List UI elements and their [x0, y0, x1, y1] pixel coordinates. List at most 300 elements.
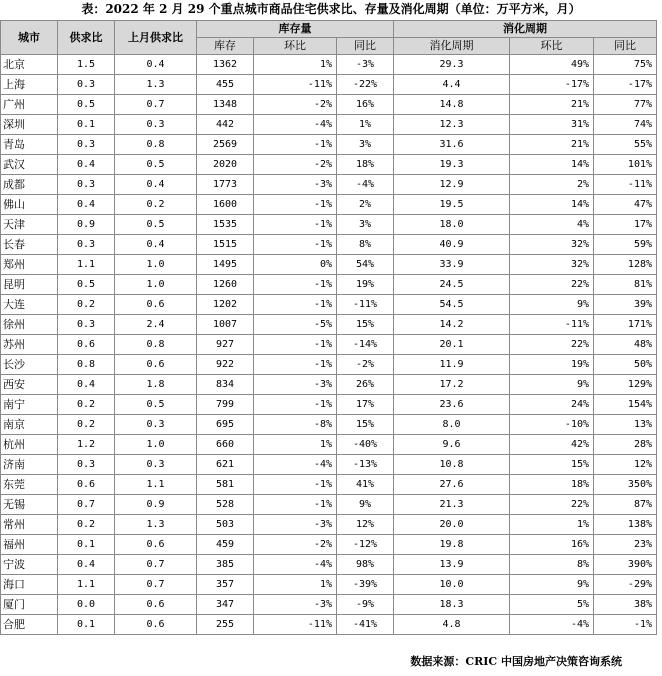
cell-city: 福州 — [1, 535, 58, 555]
table-row — [1, 75, 657, 95]
table-row — [1, 375, 657, 395]
cell-ratio: 0.5 — [58, 275, 115, 295]
header-stock-mom: 环比 — [254, 38, 337, 55]
header-cycle-group: 消化周期 — [394, 21, 657, 38]
cell-cycle-mom: 19% — [510, 355, 594, 375]
table-row — [1, 235, 657, 255]
cell-stock: 2569 — [197, 135, 254, 155]
cell-stock-mom: -1% — [254, 195, 337, 215]
cell-cycle-mom: 18% — [510, 475, 594, 495]
cell-stock-yoy: 9% — [337, 495, 394, 515]
cell-cycle: 17.2 — [394, 375, 510, 395]
cell-last-ratio: 0.8 — [115, 135, 197, 155]
cell-stock-mom: -5% — [254, 315, 337, 335]
cell-stock: 1515 — [197, 235, 254, 255]
cell-stock-yoy: 1% — [337, 115, 394, 135]
cell-cycle-yoy: 77% — [594, 95, 657, 115]
cell-city: 长沙 — [1, 355, 58, 375]
cell-stock-mom: -1% — [254, 495, 337, 515]
cell-city: 武汉 — [1, 155, 58, 175]
cell-ratio: 1.1 — [58, 255, 115, 275]
cell-city: 天津 — [1, 215, 58, 235]
cell-stock: 922 — [197, 355, 254, 375]
table-row — [1, 515, 657, 535]
cell-ratio: 0.4 — [58, 375, 115, 395]
cell-stock-mom: 0% — [254, 255, 337, 275]
cell-ratio: 0.4 — [58, 555, 115, 575]
cell-city: 济南 — [1, 455, 58, 475]
cell-cycle: 8.0 — [394, 415, 510, 435]
table-row — [1, 495, 657, 515]
cell-city: 青岛 — [1, 135, 58, 155]
cell-ratio: 0.6 — [58, 475, 115, 495]
table-row — [1, 115, 657, 135]
cell-stock: 347 — [197, 595, 254, 615]
cell-city: 东莞 — [1, 475, 58, 495]
cell-cycle: 40.9 — [394, 235, 510, 255]
table-row — [1, 535, 657, 555]
cell-city: 无锡 — [1, 495, 58, 515]
header-stock-yoy: 同比 — [337, 38, 394, 55]
cell-stock-mom: -2% — [254, 95, 337, 115]
source-note: 数据来源：CRIC 中国房地产决策咨询系统 — [410, 655, 622, 668]
cell-stock-mom: -4% — [254, 115, 337, 135]
cell-stock-mom: -1% — [254, 335, 337, 355]
cell-last-ratio: 0.3 — [115, 115, 197, 135]
cell-cycle-yoy: -1% — [594, 615, 657, 635]
cell-stock-mom: -11% — [254, 75, 337, 95]
cell-city: 南宁 — [1, 395, 58, 415]
cell-cycle: 20.1 — [394, 335, 510, 355]
cell-city: 深圳 — [1, 115, 58, 135]
cell-cycle: 4.8 — [394, 615, 510, 635]
cell-city: 大连 — [1, 295, 58, 315]
cell-stock-yoy: 15% — [337, 415, 394, 435]
cell-cycle-mom: 42% — [510, 435, 594, 455]
table-row — [1, 335, 657, 355]
cell-last-ratio: 0.4 — [115, 55, 197, 75]
cell-stock: 1007 — [197, 315, 254, 335]
cell-cycle-yoy: -29% — [594, 575, 657, 595]
cell-stock-mom: 1% — [254, 435, 337, 455]
cell-stock-yoy: -13% — [337, 455, 394, 475]
cell-ratio: 0.3 — [58, 235, 115, 255]
cell-stock: 1600 — [197, 195, 254, 215]
cell-cycle-yoy: 74% — [594, 115, 657, 135]
cell-stock-yoy: 2% — [337, 195, 394, 215]
cell-stock-yoy: -22% — [337, 75, 394, 95]
cell-ratio: 0.6 — [58, 335, 115, 355]
cell-city: 西安 — [1, 375, 58, 395]
cell-ratio: 1.5 — [58, 55, 115, 75]
cell-cycle-mom: 32% — [510, 255, 594, 275]
cell-stock-mom: 1% — [254, 575, 337, 595]
cell-last-ratio: 1.3 — [115, 515, 197, 535]
cell-ratio: 0.4 — [58, 195, 115, 215]
cell-cycle-mom: 32% — [510, 235, 594, 255]
cell-stock: 442 — [197, 115, 254, 135]
cell-city: 南京 — [1, 415, 58, 435]
cell-city: 海口 — [1, 575, 58, 595]
cell-stock-yoy: 15% — [337, 315, 394, 335]
cell-city: 厦门 — [1, 595, 58, 615]
cell-cycle: 23.6 — [394, 395, 510, 415]
cell-city: 常州 — [1, 515, 58, 535]
cell-stock-mom: -1% — [254, 355, 337, 375]
cell-stock: 528 — [197, 495, 254, 515]
cell-cycle-mom: 21% — [510, 95, 594, 115]
cell-stock-yoy: -14% — [337, 335, 394, 355]
cell-last-ratio: 2.4 — [115, 315, 197, 335]
cell-cycle-yoy: 23% — [594, 535, 657, 555]
header-cycle-mom: 环比 — [510, 38, 594, 55]
cell-cycle-yoy: 81% — [594, 275, 657, 295]
cell-stock-mom: -1% — [254, 235, 337, 255]
cell-cycle-mom: -10% — [510, 415, 594, 435]
cell-ratio: 0.5 — [58, 95, 115, 115]
cell-stock: 834 — [197, 375, 254, 395]
table-row — [1, 275, 657, 295]
cell-stock: 357 — [197, 575, 254, 595]
cell-stock-mom: -3% — [254, 515, 337, 535]
table-row — [1, 355, 657, 375]
cell-cycle: 19.5 — [394, 195, 510, 215]
cell-ratio: 0.8 — [58, 355, 115, 375]
cell-last-ratio: 0.5 — [115, 395, 197, 415]
cell-cycle-mom: 9% — [510, 295, 594, 315]
cell-cycle-mom: 9% — [510, 375, 594, 395]
table-title: 表：2022 年 2 月 29 个重点城市商品住宅供求比、存量及消化周期（单位：万平方米，月） — [81, 2, 581, 16]
cell-last-ratio: 1.3 — [115, 75, 197, 95]
cell-cycle-yoy: 129% — [594, 375, 657, 395]
cell-stock-mom: -4% — [254, 455, 337, 475]
cell-cycle: 12.9 — [394, 175, 510, 195]
cell-cycle: 20.0 — [394, 515, 510, 535]
cell-cycle-yoy: 17% — [594, 215, 657, 235]
cell-cycle: 12.3 — [394, 115, 510, 135]
cell-stock: 1495 — [197, 255, 254, 275]
cell-ratio: 0.9 — [58, 215, 115, 235]
cell-last-ratio: 1.1 — [115, 475, 197, 495]
cell-stock: 2020 — [197, 155, 254, 175]
cell-cycle: 21.3 — [394, 495, 510, 515]
cell-cycle-mom: 1% — [510, 515, 594, 535]
table-row — [1, 135, 657, 155]
cell-ratio: 0.3 — [58, 175, 115, 195]
cell-city: 北京 — [1, 55, 58, 75]
cell-stock: 1260 — [197, 275, 254, 295]
cell-cycle-yoy: 38% — [594, 595, 657, 615]
cell-cycle-mom: 21% — [510, 135, 594, 155]
cell-stock-yoy: -4% — [337, 175, 394, 195]
table-row — [1, 435, 657, 455]
cell-ratio: 1.1 — [58, 575, 115, 595]
cell-cycle-mom: 22% — [510, 275, 594, 295]
cell-cycle-yoy: 39% — [594, 295, 657, 315]
cell-cycle-yoy: 13% — [594, 415, 657, 435]
cell-last-ratio: 0.4 — [115, 175, 197, 195]
cell-stock-yoy: 18% — [337, 155, 394, 175]
cell-stock-yoy: -3% — [337, 55, 394, 75]
table-row — [1, 475, 657, 495]
cell-cycle: 31.6 — [394, 135, 510, 155]
cell-ratio: 0.2 — [58, 415, 115, 435]
cell-stock-mom: -2% — [254, 535, 337, 555]
cell-stock-yoy: 54% — [337, 255, 394, 275]
cell-cycle: 19.8 — [394, 535, 510, 555]
cell-ratio: 0.1 — [58, 535, 115, 555]
cell-cycle-mom: 16% — [510, 535, 594, 555]
cell-ratio: 0.1 — [58, 115, 115, 135]
cell-stock: 455 — [197, 75, 254, 95]
cell-city: 郑州 — [1, 255, 58, 275]
cell-cycle-mom: 22% — [510, 335, 594, 355]
cell-city: 成都 — [1, 175, 58, 195]
cell-stock: 1202 — [197, 295, 254, 315]
cell-cycle: 18.0 — [394, 215, 510, 235]
cell-cycle-yoy: -17% — [594, 75, 657, 95]
cell-cycle: 33.9 — [394, 255, 510, 275]
cell-ratio: 0.2 — [58, 395, 115, 415]
cell-last-ratio: 0.9 — [115, 495, 197, 515]
cell-stock-yoy: -40% — [337, 435, 394, 455]
cell-stock-yoy: 98% — [337, 555, 394, 575]
cell-cycle: 9.6 — [394, 435, 510, 455]
cell-cycle-yoy: 59% — [594, 235, 657, 255]
cell-stock-mom: -1% — [254, 475, 337, 495]
cell-last-ratio: 0.5 — [115, 215, 197, 235]
cell-cycle: 10.8 — [394, 455, 510, 475]
cell-stock-yoy: 3% — [337, 135, 394, 155]
cell-stock-yoy: 26% — [337, 375, 394, 395]
cell-last-ratio: 1.8 — [115, 375, 197, 395]
cell-stock-yoy: -2% — [337, 355, 394, 375]
cell-cycle-mom: 9% — [510, 575, 594, 595]
cell-last-ratio: 0.5 — [115, 155, 197, 175]
cell-last-ratio: 1.0 — [115, 435, 197, 455]
cell-cycle-mom: 31% — [510, 115, 594, 135]
cell-stock: 799 — [197, 395, 254, 415]
cell-stock-mom: -4% — [254, 555, 337, 575]
cell-cycle-mom: 15% — [510, 455, 594, 475]
cell-cycle-yoy: 75% — [594, 55, 657, 75]
cell-cycle: 10.0 — [394, 575, 510, 595]
cell-cycle-yoy: 138% — [594, 515, 657, 535]
cell-last-ratio: 0.2 — [115, 195, 197, 215]
cell-cycle-mom: 24% — [510, 395, 594, 415]
cell-cycle-mom: -4% — [510, 615, 594, 635]
cell-last-ratio: 0.7 — [115, 95, 197, 115]
table-row — [1, 155, 657, 175]
cell-cycle: 29.3 — [394, 55, 510, 75]
cell-cycle-yoy: 28% — [594, 435, 657, 455]
cell-stock-yoy: -41% — [337, 615, 394, 635]
cell-stock: 255 — [197, 615, 254, 635]
cell-stock-yoy: 3% — [337, 215, 394, 235]
cell-ratio: 1.2 — [58, 435, 115, 455]
cell-stock: 695 — [197, 415, 254, 435]
table-row — [1, 595, 657, 615]
cell-ratio: 0.3 — [58, 455, 115, 475]
cell-cycle: 54.5 — [394, 295, 510, 315]
cell-city: 佛山 — [1, 195, 58, 215]
header-stock-group: 库存量 — [197, 21, 394, 38]
cell-cycle-yoy: 50% — [594, 355, 657, 375]
cell-city: 合肥 — [1, 615, 58, 635]
header-city: 城市 — [1, 21, 58, 55]
cell-cycle-yoy: 48% — [594, 335, 657, 355]
cell-cycle-yoy: -11% — [594, 175, 657, 195]
header-last-ratio: 上月供求比 — [115, 21, 197, 55]
header-stock: 库存 — [197, 38, 254, 55]
cell-cycle-yoy: 55% — [594, 135, 657, 155]
cell-stock-yoy: 17% — [337, 395, 394, 415]
cell-last-ratio: 1.0 — [115, 275, 197, 295]
cell-ratio: 0.7 — [58, 495, 115, 515]
cell-stock-mom: -3% — [254, 595, 337, 615]
cell-cycle-yoy: 101% — [594, 155, 657, 175]
cell-last-ratio: 0.6 — [115, 615, 197, 635]
cell-cycle-yoy: 12% — [594, 455, 657, 475]
header-ratio: 供求比 — [58, 21, 115, 55]
cell-city: 徐州 — [1, 315, 58, 335]
cell-last-ratio: 0.4 — [115, 235, 197, 255]
cell-cycle-mom: 8% — [510, 555, 594, 575]
cell-last-ratio: 0.6 — [115, 355, 197, 375]
cell-ratio: 0.2 — [58, 295, 115, 315]
cell-stock-mom: -3% — [254, 175, 337, 195]
cell-last-ratio: 0.3 — [115, 415, 197, 435]
cell-ratio: 0.4 — [58, 155, 115, 175]
cell-last-ratio: 1.0 — [115, 255, 197, 275]
table-row — [1, 315, 657, 335]
cell-stock-yoy: 12% — [337, 515, 394, 535]
cell-cycle: 14.8 — [394, 95, 510, 115]
cell-stock-mom: -1% — [254, 295, 337, 315]
cell-cycle: 18.3 — [394, 595, 510, 615]
cell-last-ratio: 0.6 — [115, 295, 197, 315]
cell-ratio: 0.1 — [58, 615, 115, 635]
cell-cycle-yoy: 171% — [594, 315, 657, 335]
cell-last-ratio: 0.3 — [115, 455, 197, 475]
cell-stock-mom: -1% — [254, 395, 337, 415]
data-table — [0, 20, 657, 635]
table-row — [1, 575, 657, 595]
cell-ratio: 0.2 — [58, 515, 115, 535]
header-cycle: 消化周期 — [394, 38, 510, 55]
cell-cycle: 13.9 — [394, 555, 510, 575]
cell-last-ratio: 0.7 — [115, 575, 197, 595]
cell-cycle-yoy: 128% — [594, 255, 657, 275]
cell-stock-mom: 1% — [254, 55, 337, 75]
cell-ratio: 0.3 — [58, 75, 115, 95]
cell-last-ratio: 0.6 — [115, 595, 197, 615]
table-row — [1, 215, 657, 235]
cell-ratio: 0.0 — [58, 595, 115, 615]
cell-cycle: 14.2 — [394, 315, 510, 335]
cell-last-ratio: 0.8 — [115, 335, 197, 355]
table-row — [1, 55, 657, 75]
cell-cycle-mom: 22% — [510, 495, 594, 515]
cell-city: 长春 — [1, 235, 58, 255]
cell-stock-yoy: -11% — [337, 295, 394, 315]
cell-cycle: 24.5 — [394, 275, 510, 295]
table-row — [1, 175, 657, 195]
cell-stock-mom: -1% — [254, 135, 337, 155]
cell-cycle-mom: 5% — [510, 595, 594, 615]
cell-cycle: 27.6 — [394, 475, 510, 495]
cell-last-ratio: 0.7 — [115, 555, 197, 575]
cell-stock: 1362 — [197, 55, 254, 75]
table-row — [1, 555, 657, 575]
cell-city: 宁波 — [1, 555, 58, 575]
table-row — [1, 255, 657, 275]
cell-city: 上海 — [1, 75, 58, 95]
cell-ratio: 0.3 — [58, 135, 115, 155]
table-row — [1, 455, 657, 475]
cell-city: 苏州 — [1, 335, 58, 355]
cell-stock: 1773 — [197, 175, 254, 195]
table-row — [1, 295, 657, 315]
cell-stock: 503 — [197, 515, 254, 535]
cell-cycle-yoy: 154% — [594, 395, 657, 415]
cell-stock: 1535 — [197, 215, 254, 235]
cell-ratio: 0.3 — [58, 315, 115, 335]
cell-cycle: 19.3 — [394, 155, 510, 175]
cell-stock-yoy: 41% — [337, 475, 394, 495]
cell-stock: 459 — [197, 535, 254, 555]
cell-cycle-yoy: 47% — [594, 195, 657, 215]
cell-stock-mom: -11% — [254, 615, 337, 635]
cell-cycle-mom: 2% — [510, 175, 594, 195]
cell-cycle-yoy: 350% — [594, 475, 657, 495]
cell-stock-yoy: -9% — [337, 595, 394, 615]
cell-stock-yoy: -12% — [337, 535, 394, 555]
cell-cycle-mom: 14% — [510, 155, 594, 175]
table-row — [1, 95, 657, 115]
table-row — [1, 415, 657, 435]
cell-cycle-mom: 4% — [510, 215, 594, 235]
cell-stock-mom: -3% — [254, 375, 337, 395]
cell-stock: 1348 — [197, 95, 254, 115]
table-row — [1, 395, 657, 415]
table-row — [1, 615, 657, 635]
cell-last-ratio: 0.6 — [115, 535, 197, 555]
cell-stock-yoy: -39% — [337, 575, 394, 595]
cell-stock: 621 — [197, 455, 254, 475]
cell-cycle-yoy: 390% — [594, 555, 657, 575]
cell-stock: 581 — [197, 475, 254, 495]
cell-city: 昆明 — [1, 275, 58, 295]
cell-cycle-yoy: 87% — [594, 495, 657, 515]
cell-stock-mom: -1% — [254, 215, 337, 235]
cell-stock-yoy: 8% — [337, 235, 394, 255]
cell-stock-mom: -2% — [254, 155, 337, 175]
table-row — [1, 195, 657, 215]
header-cycle-yoy: 同比 — [594, 38, 657, 55]
cell-stock-yoy: 16% — [337, 95, 394, 115]
cell-stock: 385 — [197, 555, 254, 575]
cell-cycle-mom: -17% — [510, 75, 594, 95]
cell-stock: 927 — [197, 335, 254, 355]
cell-stock-mom: -1% — [254, 275, 337, 295]
cell-cycle-mom: -11% — [510, 315, 594, 335]
cell-stock-mom: -8% — [254, 415, 337, 435]
cell-cycle: 11.9 — [394, 355, 510, 375]
cell-city: 广州 — [1, 95, 58, 115]
cell-cycle: 4.4 — [394, 75, 510, 95]
cell-city: 杭州 — [1, 435, 58, 455]
